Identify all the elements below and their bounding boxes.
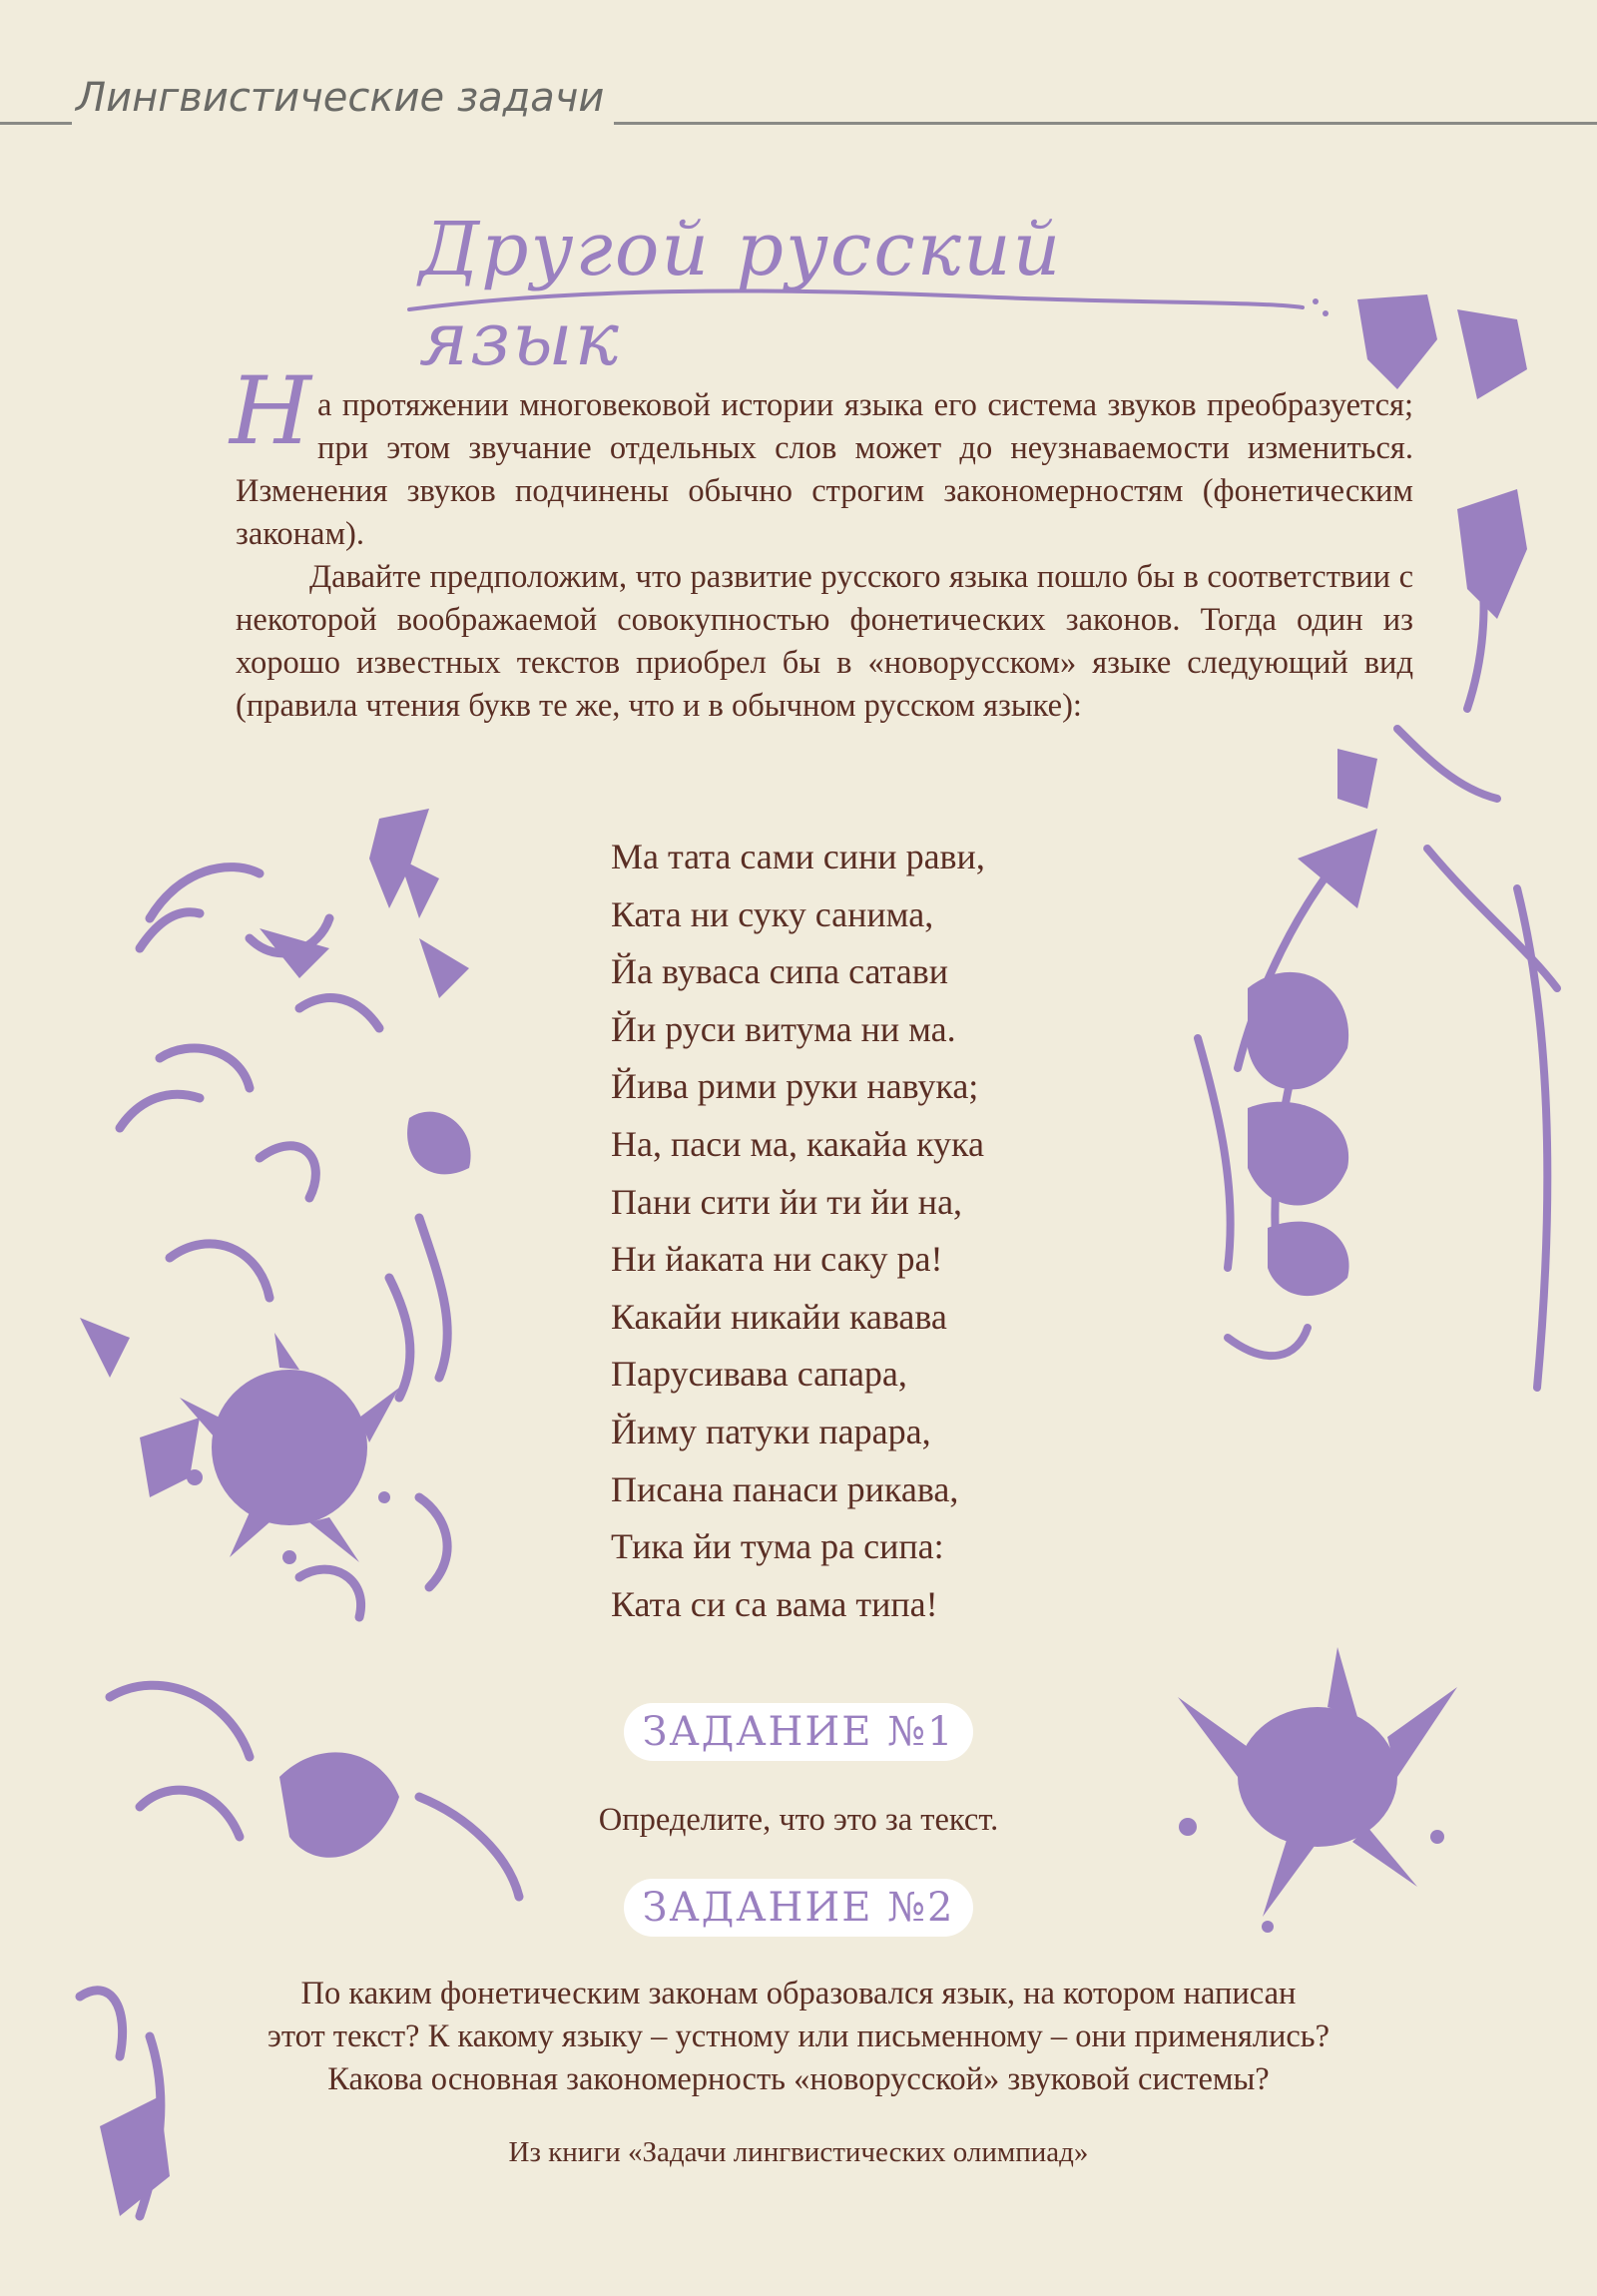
poem-line: Йа вуваса сипа сатави [611,951,949,992]
article-title: Другой русский язык [419,207,1063,382]
intro-first-text: а протяжении многовековой истории языка его система звуков преобразуется; при этом звучание отдельных слов может до неузнаваемости измениться. Изменения звуков подчинены обычно строгим закономерностям (фонетическим законам). [236,387,1413,552]
task1-text: Определите, что это за текст. [598,1802,999,1838]
poem-line: Ма тата сами сини рави, [611,837,985,876]
task2-title: ЗАДАНИЕ №2 [624,1879,972,1937]
task2-line: Какова основная закономерность «новорусской» звуковой системы? [327,2061,1270,2097]
section-label: Лингвистические задачи [72,70,614,126]
task2-text [0,1973,1597,2101]
intro-text [230,357,1413,728]
poem-line: Тика йи тума ра сипа: [611,1526,944,1567]
task2-line: По каким фонетическим законам образовался язык, на котором написан [300,1976,1297,2011]
poem-line: Какайи никайи кавава [611,1296,947,1337]
task2-line: этот текст? К какому языку – устному или письменному – они применялись? [266,2018,1331,2054]
poem-line: Ката ни суку санима, [611,893,934,934]
poem-line: Ни йаката ни саку ра! [611,1239,943,1280]
poem-line: Ката си са вама типа! [611,1583,938,1624]
poem-line: На, паси ма, какайа кука [611,1123,984,1164]
task2-heading [0,1885,1597,1931]
title-flourish [399,280,1337,339]
poem-line: Йиму патуки парара, [611,1411,931,1451]
poem-line: Йи руси витума ни ма. [611,1008,956,1049]
poem-line: Йива рими руки навука; [611,1066,979,1107]
task1-heading [0,1709,1597,1755]
intro-paragraph-1 [230,357,1413,556]
task1-title: ЗАДАНИЕ №1 [624,1703,972,1761]
poem-line: Писана панаси рикава, [611,1468,959,1509]
intro-paragraph-2: Давайте предположим, что развитие русского языка пошло бы в соответствии с некоторой воображаемой совокупностью фонетических законов. Тогда один из хорошо известных текстов приобрел бы в «новорусском» языке следующий вид (правила чтения букв те же, что и в обычном русском языке): [236,559,1413,724]
poem-line: Парусивава сапара, [611,1354,907,1395]
ink-blot-left [160,1328,419,1587]
poem [611,829,1170,1633]
source-note: Из книги «Задачи лингвистических олимпиад» [508,2136,1089,2168]
dropcap-letter: Н [230,357,311,466]
poem-line: Пани сити йи ти йи на, [611,1181,963,1222]
